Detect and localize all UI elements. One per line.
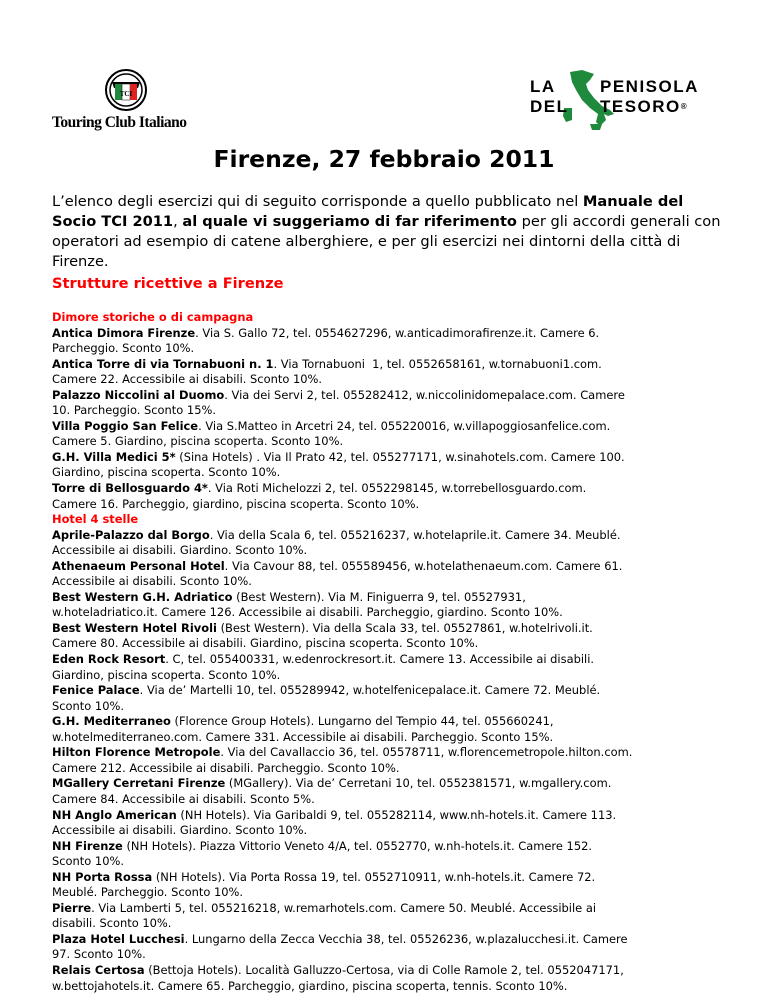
listing-details: . Lungarno della Zecca Vecchia 38, tel. 05526236, w.plazalucchesi.it. Camere 97. Sconto 10%. xyxy=(52,931,628,962)
listing-details: (Best Western). Via M. Finiguerra 9, tel. 05527931, w.hoteladriatico.it. Camere 126. Accessibile ai disabili. Parcheggio, giardino. Sconto 10%. xyxy=(52,589,563,620)
listing-name: Hilton Florence Metropole xyxy=(52,745,221,760)
listing-entry xyxy=(52,357,742,388)
listing-details: (Sina Hotels) . Via Il Prato 42, tel. 055277171, w.sinahotels.com. Camere 100. Giardino, piscina scoperta. Sconto 10%. xyxy=(52,449,625,480)
listing-details: . Via Lamberti 5, tel. 055216218, w.remarhotels.com. Camere 50. Meublé. Accessibile ai disabili. Sconto 10%. xyxy=(52,900,597,931)
listing-entry xyxy=(52,450,742,481)
intro-bold-2: al quale vi suggeriamo di far riferimento xyxy=(182,213,517,230)
listing-content xyxy=(52,310,742,994)
listing-name: Fenice Palace xyxy=(52,683,140,698)
listing-details: . Via del Cavallaccio 36, tel. 05578711, w.florencemetropole.hilton.com. Camere 212. Accessibile ai disabili. Parcheggio. Sconto 10%. xyxy=(52,745,633,775)
listing-name: G.H. Mediterraneo xyxy=(52,714,171,729)
listing-entry xyxy=(52,745,742,776)
intro-bold-1: Manuale del Socio TCI 2011 xyxy=(52,193,684,230)
listing-details: (Florence Group Hotels). Lungarno del Tempio 44, tel. 055660241, w.hotelmediterraneo.com. Camere 331. Accessibile ai disabili. Parcheggio. Sconto 15%. xyxy=(52,714,554,744)
listing-details: . Via della Scala 6, tel. 055216237, w.hotelaprile.it. Camere 34. Meublé. Accessibile ai disabili. Giardino. Sconto 10%. xyxy=(52,527,621,558)
registered-mark: ® xyxy=(680,102,687,111)
listing-name: Pierre xyxy=(52,900,92,915)
listing-name: Athenaeum Personal Hotel xyxy=(52,558,225,573)
listing-details: (Best Western). Via della Scala 33, tel. 05527861, w.hotelrivoli.it. Camere 80. Accessibile ai disabili. Giardino, piscina scoperta. Sconto 10%. xyxy=(52,620,593,651)
listing-name: G.H. Villa Medici 5* xyxy=(52,449,176,464)
page-header xyxy=(0,0,768,140)
tci-emblem-text: TCI xyxy=(119,90,133,98)
listing-entry xyxy=(52,808,742,839)
listing-details: . Via S. Gallo 72, tel. 0554627296, w.anticadimorafirenze.it. Camere 6. Parcheggio. Sconto 10%. xyxy=(52,325,600,356)
listing-details: (MGallery). Via de’ Cerretani 10, tel. 0552381571, w.mgallery.com. Camere 84. Accessibile ai disabili. Sconto 5%. xyxy=(52,776,612,806)
logo-word-tesoro-text: TESORO xyxy=(600,97,681,116)
intro-text-1: L’elenco degli esercizi qui di seguito corrisponde a quello pubblicato nel xyxy=(52,193,583,210)
penisola-logo xyxy=(524,68,734,132)
listing-name: NH Porta Rossa xyxy=(52,869,153,884)
listing-entry xyxy=(52,388,742,419)
listing-details: . Via Cavour 88, tel. 055589456, w.hotelathenaeum.com. Camere 61. Accessibile ai disabili. Sconto 10%. xyxy=(52,558,623,589)
listing-name: Best Western Hotel Rivoli xyxy=(52,620,217,635)
listing-details: (Bettoja Hotels). Località Galluzzo-Certosa, via di Colle Ramole 2, tel. 0552047171, w.bettojahotels.it. Camere 65. Parcheggio, giardino, piscina scoperta, tennis. Sconto 10%. xyxy=(52,962,624,993)
listing-name: Palazzo Niccolini al Duomo xyxy=(52,387,225,402)
listing-entry xyxy=(52,621,742,652)
category-heading: Dimore storiche o di campagna xyxy=(52,310,254,324)
listing-details: . Via Tornabuoni 1, tel. 0552658161, w.tornabuoni1.com. Camere 22. Accessibile ai disabili. Sconto 10%. xyxy=(52,356,602,387)
listing-entry xyxy=(52,326,742,357)
listing-entry xyxy=(52,559,742,590)
intro-text-2: , xyxy=(173,213,183,230)
tci-emblem-icon xyxy=(104,68,148,112)
listing-entry xyxy=(52,714,742,745)
listing-entry xyxy=(52,652,742,683)
listing-entry xyxy=(52,528,742,559)
listing-entry xyxy=(52,870,742,901)
listing-entry xyxy=(52,963,742,994)
listing-name: Plaza Hotel Lucchesi xyxy=(52,931,185,946)
listing-entry xyxy=(52,481,742,512)
section-title: Strutture ricettive a Firenze xyxy=(52,275,284,292)
listing-details: . Via dei Servi 2, tel. 055282412, w.niccolinidomepalace.com. Camere 10. Parcheggio. Sconto 15%. xyxy=(52,387,625,418)
listing-name: Torre di Bellosguardo 4* xyxy=(52,481,208,496)
category-heading: Hotel 4 stelle xyxy=(52,512,139,527)
listing-entry xyxy=(52,590,742,621)
intro-text-3: per gli accordi generali con operatori ad esempio di catene alberghiere, e per gli esercizi nei dintorni della città di Firenze. xyxy=(52,213,721,270)
listing-name: Eden Rock Resort xyxy=(52,652,166,667)
listing-name: NH Firenze xyxy=(52,838,123,853)
logo-word-tesoro xyxy=(600,98,687,115)
listing-name: Relais Certosa xyxy=(52,962,145,977)
listing-details: (NH Hotels). Via Garibaldi 9, tel. 055282114, www.nh-hotels.it. Camere 113. Accessibile ai disabili. Giardino. Sconto 10%. xyxy=(52,807,617,838)
listing-name: MGallery Cerretani Firenze xyxy=(52,776,226,791)
listing-name: Antica Dimora Firenze xyxy=(52,325,196,340)
listing-name: Best Western G.H. Adriatico xyxy=(52,589,233,604)
listing-details: (NH Hotels). Piazza Vittorio Veneto 4/A, tel. 0552770, w.nh-hotels.it. Camere 152. Sconto 10%. xyxy=(52,838,593,869)
listing-entry xyxy=(52,839,742,870)
listing-name: Antica Torre di via Tornabuoni n. 1 xyxy=(52,356,274,371)
listing-details: (NH Hotels). Via Porta Rossa 19, tel. 0552710911, w.nh-hotels.it. Camere 72. Meublé. Parcheggio. Sconto 10%. xyxy=(52,869,596,900)
tci-name: Touring Club Italiano xyxy=(52,114,187,131)
listing-name: Villa Poggio San Felice xyxy=(52,418,199,433)
listing-details: . Via Roti Michelozzi 2, tel. 0552298145, w.torrebellosguardo.com. Camere 16. Parcheggio, giardino, piscina scoperta. Sconto 10%. xyxy=(52,481,587,511)
listing-entry xyxy=(52,901,742,932)
intro-paragraph xyxy=(52,192,732,272)
listing-entry xyxy=(52,776,742,807)
listing-entry xyxy=(52,419,742,450)
listing-details: . C, tel. 055400331, w.edenrockresort.it. Camere 13. Accessibile ai disabili. Giardino, piscina scoperta. Sconto 10%. xyxy=(52,652,595,682)
listing-entry xyxy=(52,932,742,963)
logo-word-del: DEL xyxy=(530,97,569,116)
listing-name: NH Anglo American xyxy=(52,807,177,822)
logo-word-la: LA xyxy=(530,77,556,96)
listing-details: . Via S.Matteo in Arcetri 24, tel. 055220016, w.villapoggiosanfelice.com. Camere 5. Giardino, piscina scoperta. Sconto 10%. xyxy=(52,418,611,449)
listing-details: . Via de’ Martelli 10, tel. 055289942, w.hotelfenicepalace.it. Camere 72. Meublé. Sconto 10%. xyxy=(52,683,601,713)
tci-logo xyxy=(52,68,202,132)
listing-name: Aprile-Palazzo dal Borgo xyxy=(52,527,210,542)
page-title: Firenze, 27 febbraio 2011 xyxy=(213,145,555,173)
listing-entry xyxy=(52,683,742,714)
logo-word-penisola: PENISOLA xyxy=(600,77,699,96)
